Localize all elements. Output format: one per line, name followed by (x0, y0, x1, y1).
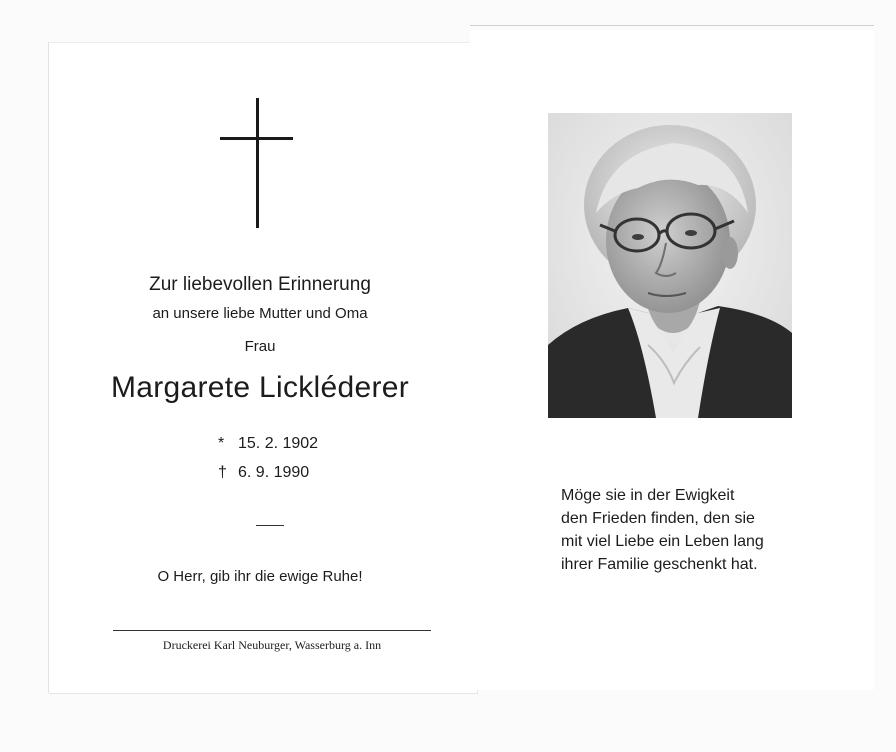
cross-horizontal-bar (220, 137, 293, 140)
verse-line: mit viel Liebe ein Leben lang (561, 533, 764, 550)
salutation-text: Frau (244, 338, 276, 355)
memorial-verse (561, 484, 764, 576)
deceased-name: Margarete Lickléderer (110, 371, 410, 404)
portrait-photo (548, 113, 792, 418)
birth-date: 15. 2. 1902 (238, 435, 319, 452)
printer-divider (113, 630, 431, 631)
divider-short (256, 525, 284, 526)
subtitle-text: an unsere liebe Mutter und Oma (152, 305, 368, 322)
printer-credit: Druckerei Karl Neuburger, Wasserburg a. Inn (162, 638, 382, 652)
life-dates (218, 435, 318, 493)
death-row (218, 464, 318, 493)
death-date: 6. 9. 1990 (238, 464, 310, 481)
prayer-text: O Herr, gib ihr die ewige Ruhe! (157, 568, 363, 585)
birth-symbol: * (218, 435, 225, 452)
death-symbol: † (218, 464, 227, 481)
verse-line: Möge sie in der Ewigkeit (561, 487, 735, 504)
cross-vertical-bar (256, 98, 259, 228)
verse-line: ihrer Familie geschenkt hat. (561, 556, 758, 573)
intro-text: Zur liebevollen Erinnerung (149, 274, 371, 295)
birth-row (218, 435, 318, 464)
portrait-illustration (548, 113, 792, 418)
verse-line: den Frieden finden, den sie (561, 510, 755, 527)
scan-edge (470, 25, 874, 26)
